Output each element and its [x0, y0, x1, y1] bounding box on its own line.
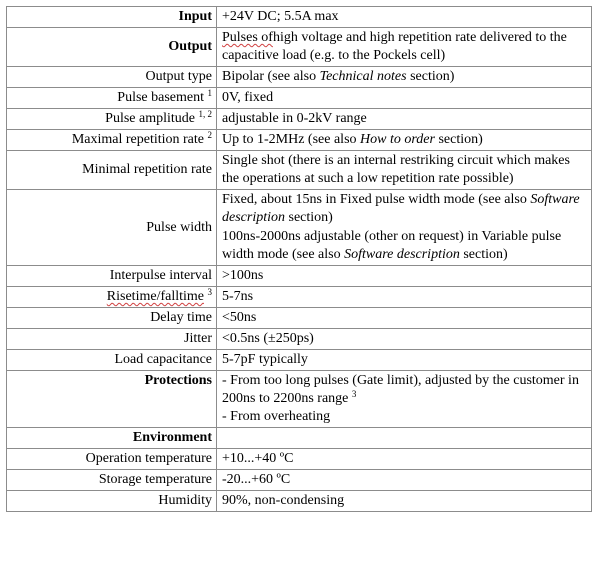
label-pulse-width: Pulse width [7, 190, 217, 266]
table-row [7, 67, 592, 88]
value-pulse-basement: 0V, fixed [217, 88, 592, 109]
spec-table-wrapper [6, 6, 592, 512]
value-protections [217, 371, 592, 428]
protection-overheating: - From overheating [222, 409, 331, 424]
value-interpulse-interval: >100ns [217, 266, 592, 287]
label-delay-time: Delay time [7, 308, 217, 329]
table-row [7, 287, 592, 308]
table-row [7, 428, 592, 449]
table-row [7, 190, 592, 266]
value-pulse-amplitude: adjustable in 0-2kV range [217, 109, 592, 130]
value-output [217, 28, 592, 67]
label-input: Input [7, 7, 217, 28]
value-max-rep-rate [217, 130, 592, 151]
label-protections: Protections [7, 371, 217, 428]
table-row [7, 371, 592, 428]
pulse-width-p1-text-b: section) [285, 210, 333, 225]
value-humidity: 90%, non-condensing [217, 491, 592, 512]
table-row [7, 491, 592, 512]
pulse-width-fixed-mode [222, 191, 587, 227]
table-row [7, 266, 592, 287]
value-operation-temperature: +10...+40 ºC [217, 449, 592, 470]
software-description-ref: Software description [222, 192, 580, 225]
value-risetime: 5-7ns [217, 287, 592, 308]
how-to-order-ref: How to order [360, 132, 435, 147]
table-row [7, 308, 592, 329]
value-jitter: <0.5ns (±250ps) [217, 329, 592, 350]
table-row [7, 449, 592, 470]
label-risetime [7, 287, 217, 308]
max-rep-rate-text-b: section) [434, 132, 483, 147]
pulse-width-p2-text-b: section) [459, 247, 508, 262]
label-load-capacitance: Load capacitance [7, 350, 217, 371]
value-environment-empty [217, 428, 592, 449]
label-jitter: Jitter [7, 329, 217, 350]
footnote-mark: 2 [207, 130, 212, 140]
footnote-mark: 1 [207, 88, 212, 98]
value-load-capacitance: 5-7pF typically [217, 350, 592, 371]
label-max-rep-rate [7, 130, 217, 151]
max-rep-rate-text-a: Up to 1-2MHz (see also [222, 132, 361, 147]
label-operation-temperature: Operation temperature [7, 449, 217, 470]
value-delay-time: <50ns [217, 308, 592, 329]
output-type-text-a: Bipolar (see also [222, 69, 320, 84]
value-output-type [217, 67, 592, 88]
label-storage-temperature: Storage temperature [7, 470, 217, 491]
label-pulse-amplitude [7, 109, 217, 130]
max-rep-rate-label-text: Maximal repetition rate [71, 132, 204, 147]
risetime-label-text: Risetime/falltime [106, 289, 204, 304]
table-row [7, 470, 592, 491]
label-environment: Environment [7, 428, 217, 449]
table-row [7, 109, 592, 130]
pulse-width-variable-mode [222, 228, 587, 264]
specifications-table [6, 6, 592, 512]
value-min-rep-rate: Single shot (there is an internal restriking circuit which makes the operations at such a low repetition rate possible) [217, 151, 592, 190]
footnote-mark: 1, 2 [198, 109, 212, 119]
label-interpulse-interval: Interpulse interval [7, 266, 217, 287]
label-pulse-basement [7, 88, 217, 109]
value-storage-temperature: -20...+60 ºC [217, 470, 592, 491]
table-row [7, 7, 592, 28]
label-humidity: Humidity [7, 491, 217, 512]
software-description-ref: Software description [344, 247, 460, 262]
table-row [7, 88, 592, 109]
label-min-rep-rate: Minimal repetition rate [7, 151, 217, 190]
table-row [7, 329, 592, 350]
output-type-text-b: section) [406, 69, 455, 84]
label-output-type: Output type [7, 67, 217, 88]
label-output: Output [7, 28, 217, 67]
table-row [7, 350, 592, 371]
table-row [7, 151, 592, 190]
footnote-mark: 3 [207, 287, 212, 297]
table-row [7, 28, 592, 67]
pulse-width-p1-text-a: Fixed, about 15ns in Fixed pulse width mode (see also [222, 192, 531, 207]
output-text-a: Pulses of [222, 30, 273, 45]
output-text-b: high voltage and high repetition rate delivered to the capacitive load (e.g. to the Pockels cell) [222, 30, 567, 63]
pulse-basement-label-text: Pulse basement [117, 90, 204, 105]
footnote-mark: 3 [351, 389, 357, 399]
value-input: +24V DC; 5.5A max [217, 7, 592, 28]
value-pulse-width [217, 190, 592, 266]
pulse-width-p2-text-a: 100ns-2000ns adjustable (other on request) in Variable pulse width mode (see also [222, 229, 562, 262]
pulse-amplitude-label-text: Pulse amplitude [105, 111, 195, 126]
table-row [7, 130, 592, 151]
technical-notes-ref: Technical notes [319, 69, 407, 84]
protection-gate-limit: - From too long pulses (Gate limit), adjusted by the customer in 200ns to 2200ns range [222, 373, 579, 406]
